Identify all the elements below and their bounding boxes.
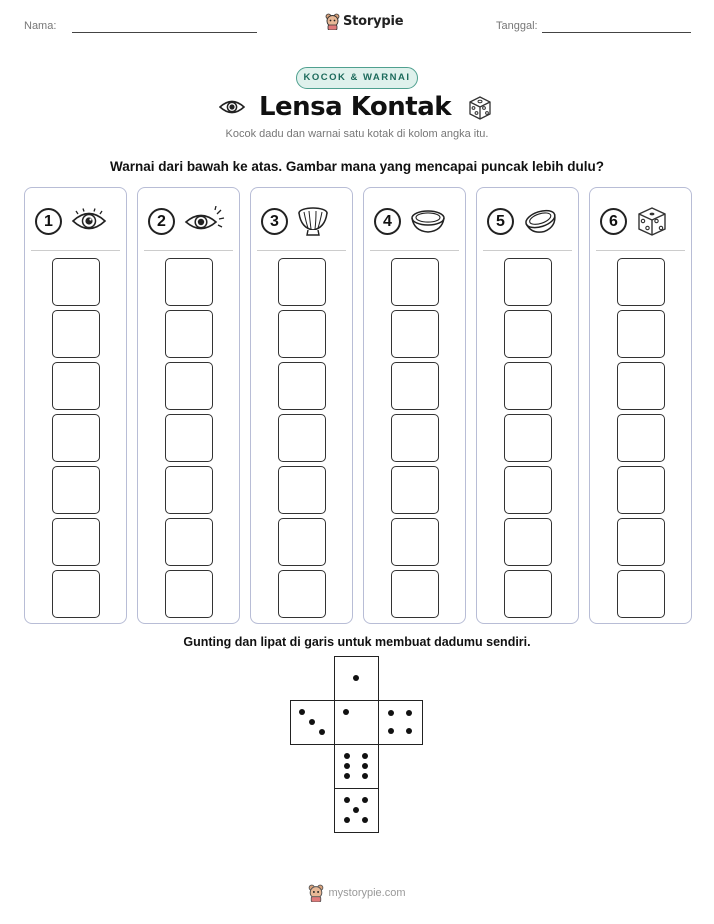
date-line[interactable]: [542, 32, 691, 33]
dice-pip: [388, 710, 394, 716]
color-box[interactable]: [504, 466, 552, 514]
date-label: Tanggal:: [496, 20, 538, 32]
column-1: [24, 187, 127, 624]
column-5: [476, 187, 579, 624]
contact-lens-tilted-icon: [522, 206, 560, 236]
color-box[interactable]: [391, 362, 439, 410]
eye-icon: [70, 208, 108, 234]
cut-instruction: Gunting dan lipat di garis untuk membuat dadumu sendiri.: [183, 635, 531, 649]
color-box[interactable]: [617, 258, 665, 306]
dice-pip: [353, 675, 359, 681]
column-divider: [144, 250, 233, 251]
color-box[interactable]: [52, 570, 100, 618]
column-number: 1: [35, 208, 62, 235]
color-box[interactable]: [278, 414, 326, 462]
dice-pip: [362, 763, 368, 769]
column-4: [363, 187, 466, 624]
dice-pip: [344, 753, 350, 759]
dice-pip: [362, 797, 368, 803]
footer-url[interactable]: mystorypie.com: [328, 887, 406, 899]
color-box[interactable]: [278, 466, 326, 514]
color-box[interactable]: [165, 518, 213, 566]
activity-badge: KOCOK & WARNAI: [296, 67, 418, 89]
column-header: [600, 204, 683, 238]
column-3: [250, 187, 353, 624]
color-box[interactable]: [504, 414, 552, 462]
brand-name: Storypie: [343, 14, 404, 29]
column-divider: [596, 250, 685, 251]
color-box[interactable]: [52, 414, 100, 462]
dice-face-one: [334, 656, 379, 701]
color-box[interactable]: [52, 258, 100, 306]
column-header: [35, 204, 118, 238]
lens-bowl-icon: [296, 204, 330, 238]
color-box[interactable]: [617, 310, 665, 358]
bear-footer-icon: [308, 884, 324, 902]
coloring-columns: [24, 187, 690, 624]
instruction-text: Warnai dari bawah ke atas. Gambar mana yang mencapai puncak lebih dulu?: [110, 159, 604, 174]
column-header: [487, 204, 570, 238]
color-box[interactable]: [391, 466, 439, 514]
column-divider: [370, 250, 459, 251]
color-box[interactable]: [617, 518, 665, 566]
dice-pip: [299, 709, 305, 715]
color-box[interactable]: [52, 518, 100, 566]
color-box[interactable]: [504, 362, 552, 410]
dice-pip: [319, 729, 325, 735]
color-box[interactable]: [504, 310, 552, 358]
color-box[interactable]: [617, 362, 665, 410]
dice-pip: [362, 773, 368, 779]
color-box[interactable]: [165, 570, 213, 618]
color-box[interactable]: [504, 570, 552, 618]
eye-title-icon: [219, 99, 245, 115]
color-box[interactable]: [504, 518, 552, 566]
color-box[interactable]: [391, 414, 439, 462]
column-divider: [257, 250, 346, 251]
dice-face-six: [334, 744, 379, 789]
dice-pip: [406, 710, 412, 716]
color-box[interactable]: [391, 258, 439, 306]
column-number: 6: [600, 208, 627, 235]
dice-icon: [635, 204, 669, 238]
color-box[interactable]: [278, 362, 326, 410]
column-2: [137, 187, 240, 624]
dice-title-icon: [465, 93, 495, 121]
color-box[interactable]: [52, 466, 100, 514]
dice-pip: [406, 728, 412, 734]
dice-face-five: [334, 788, 379, 833]
brand-logo: [325, 13, 403, 30]
column-header: [374, 204, 457, 238]
color-box[interactable]: [391, 570, 439, 618]
color-box[interactable]: [165, 414, 213, 462]
color-box[interactable]: [165, 310, 213, 358]
name-label: Nama:: [24, 20, 57, 32]
column-number: 4: [374, 208, 401, 235]
dice-face-four: [378, 700, 423, 745]
color-box[interactable]: [278, 518, 326, 566]
column-header: [148, 204, 231, 238]
color-box[interactable]: [504, 258, 552, 306]
title-row: [0, 92, 714, 122]
dice-pip: [353, 807, 359, 813]
color-box[interactable]: [52, 362, 100, 410]
dice-face-three: [290, 700, 335, 745]
footer: [0, 884, 714, 902]
dice-face-one-center: [334, 700, 379, 745]
page-subtitle: Kocok dadu dan warnai satu kotak di kolom angka itu.: [225, 128, 489, 140]
color-box[interactable]: [617, 570, 665, 618]
contact-lens-icon: [409, 207, 447, 235]
dice-pip: [388, 728, 394, 734]
color-box[interactable]: [391, 518, 439, 566]
column-6: [589, 187, 692, 624]
color-box[interactable]: [617, 466, 665, 514]
color-box[interactable]: [617, 414, 665, 462]
color-box[interactable]: [278, 258, 326, 306]
dice-pip: [344, 763, 350, 769]
color-box[interactable]: [52, 310, 100, 358]
dice-pip: [309, 719, 315, 725]
dice-pip: [344, 797, 350, 803]
column-number: 3: [261, 208, 288, 235]
column-number: 2: [148, 208, 175, 235]
eye-sparkle-icon: [183, 206, 225, 236]
dice-pip: [344, 817, 350, 823]
color-box[interactable]: [165, 258, 213, 306]
dice-pip: [362, 753, 368, 759]
column-number: 5: [487, 208, 514, 235]
dice-pip: [344, 773, 350, 779]
color-box[interactable]: [278, 570, 326, 618]
page-title: Lensa Kontak: [258, 92, 452, 122]
color-box[interactable]: [278, 310, 326, 358]
color-box[interactable]: [165, 362, 213, 410]
column-divider: [31, 250, 120, 251]
bear-icon: [325, 13, 340, 30]
name-line[interactable]: [72, 32, 257, 33]
column-divider: [483, 250, 572, 251]
dice-pip: [362, 817, 368, 823]
column-header: [261, 204, 344, 238]
dice-pip: [343, 709, 349, 715]
color-box[interactable]: [391, 310, 439, 358]
color-box[interactable]: [165, 466, 213, 514]
